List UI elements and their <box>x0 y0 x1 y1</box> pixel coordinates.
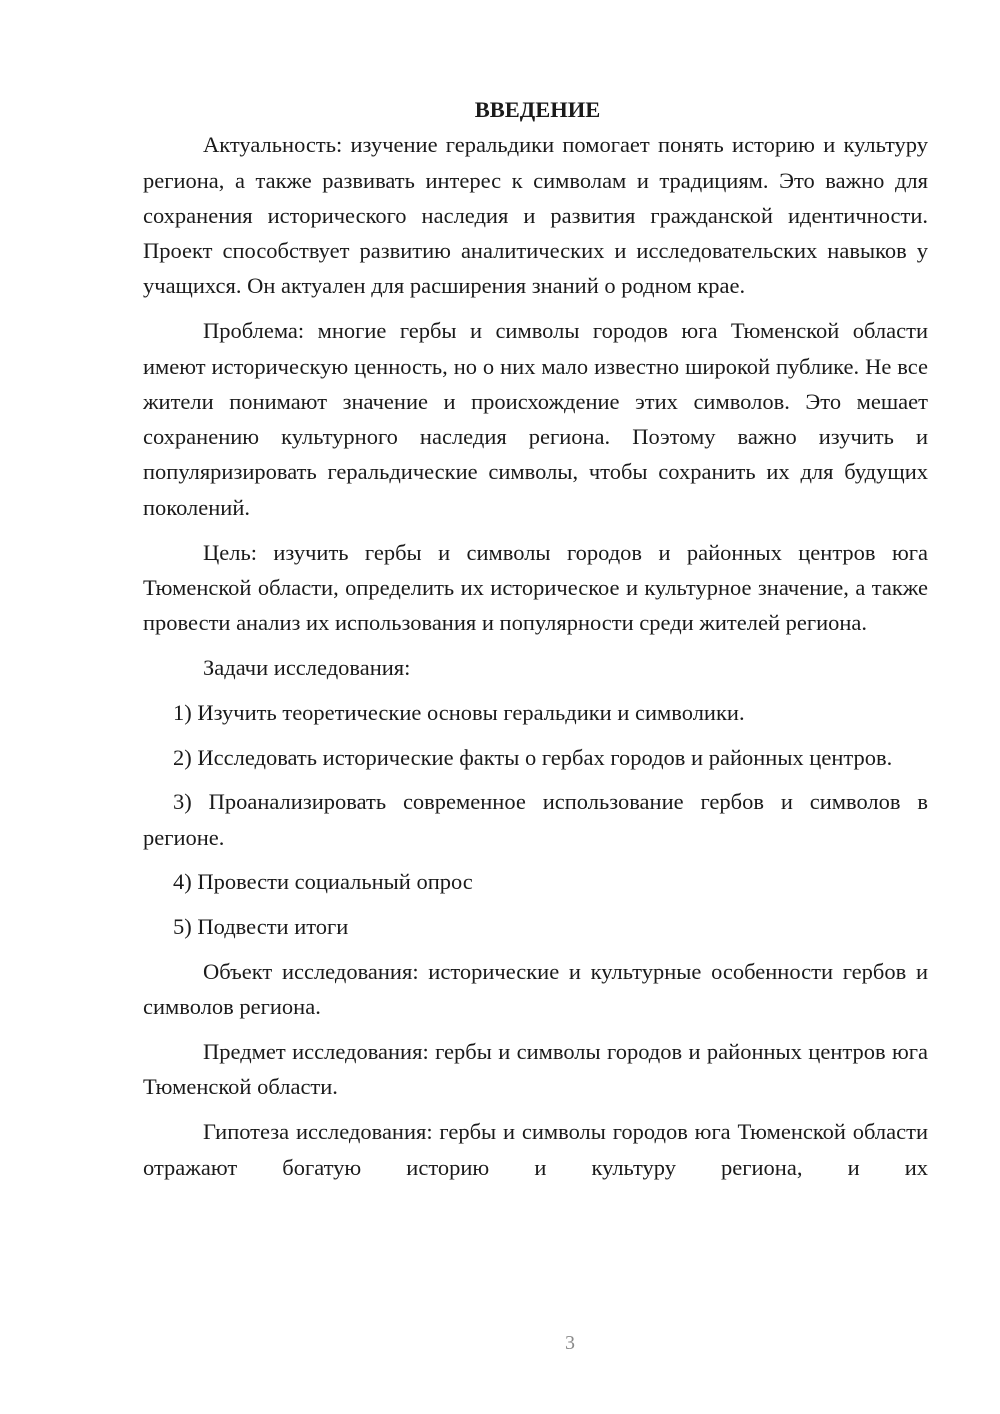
subject-paragraph: Предмет исследования: гербы и символы городов и районных центров юга Тюменской области. <box>143 1039 928 1100</box>
task-item: 1) Изучить теоретические основы геральдики и символики. <box>173 699 745 725</box>
task-item: 2) Исследовать исторические факты о гербах городов и районных центров. <box>173 744 893 770</box>
section-heading: ВВЕДЕНИЕ <box>474 97 601 122</box>
page-content <box>143 92 928 1185</box>
hypothesis-paragraph: Гипотеза исследования: гербы и символы городов юга Тюменской области отражают богатую историю и культуру региона, и их <box>143 1119 928 1180</box>
goal-paragraph: Цель: изучить гербы и символы городов и районных центров юга Тюменской области, определить их историческое и культурное значение, а также провести анализ их использования и популярности среди жителей региона. <box>143 539 928 636</box>
task-item: 4) Провести социальный опрос <box>173 869 473 895</box>
object-paragraph: Объект исследования: исторические и культурные особенности гербов и символов региона. <box>143 959 928 1020</box>
relevance-paragraph: Актуальность: изучение геральдики помогает понять историю и культуру региона, а также развивать интерес к символам и традициям. Это важно для сохранения исторического наследия и развития гражданской идентичности. Проект способствует развитию аналитических и исследовательских навыков у учащихся. Он актуален для расширения знаний о родном крае. <box>143 132 928 299</box>
tasks-title: Задачи исследования: <box>203 654 411 680</box>
task-item: 5) Подвести итоги <box>173 914 349 940</box>
task-item: 3) Проанализировать современное использование гербов и символов в регионе. <box>143 789 928 850</box>
problem-paragraph: Проблема: многие гербы и символы городов юга Тюменской области имеют историческую ценность, но о них мало известно широкой публике. Не все жители понимают значение и происхождение этих символов. Это мешает сохранению культурного наследия региона. Поэтому важно изучить и популяризировать геральдические символы, чтобы сохранить их для будущих поколений. <box>143 318 928 520</box>
page-number: 3 <box>565 1332 575 1354</box>
